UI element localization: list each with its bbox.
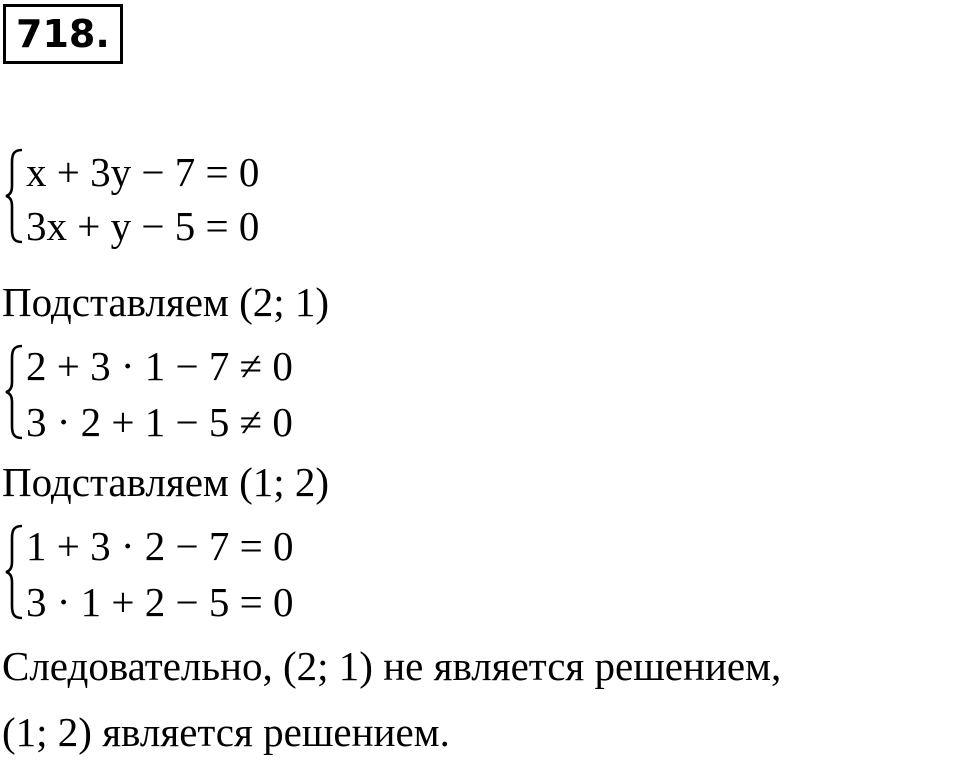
- conclusion-line-1: Следовательно, (2; 1) не является решением,: [2, 643, 782, 689]
- substitute-text-1: Подставляем (2; 1): [2, 279, 330, 325]
- system-1-equation-2: 3x + y − 5 = 0: [26, 203, 260, 249]
- left-brace-icon: [4, 524, 26, 620]
- equation-system-2: [0, 340, 420, 448]
- conclusion-line-2: (1; 2) является решением.: [2, 709, 450, 755]
- problem-number: 718.: [3, 4, 123, 64]
- system-3-equation-1: 1 + 3 · 2 − 7 = 0: [26, 523, 294, 569]
- substitute-text-2: Подставляем (1; 2): [2, 459, 330, 505]
- left-brace-icon: [4, 344, 26, 440]
- system-1-equation-1: x + 3y − 7 = 0: [26, 149, 260, 195]
- system-2-equation-1: 2 + 3 · 1 − 7 ≠ 0: [26, 343, 293, 389]
- left-brace-icon: [4, 148, 26, 244]
- equation-system-1: [0, 144, 400, 252]
- equation-system-3: [0, 520, 420, 628]
- system-2-equation-2: 3 · 2 + 1 − 5 ≠ 0: [26, 399, 293, 445]
- system-3-equation-2: 3 · 1 + 2 − 5 = 0: [26, 579, 294, 625]
